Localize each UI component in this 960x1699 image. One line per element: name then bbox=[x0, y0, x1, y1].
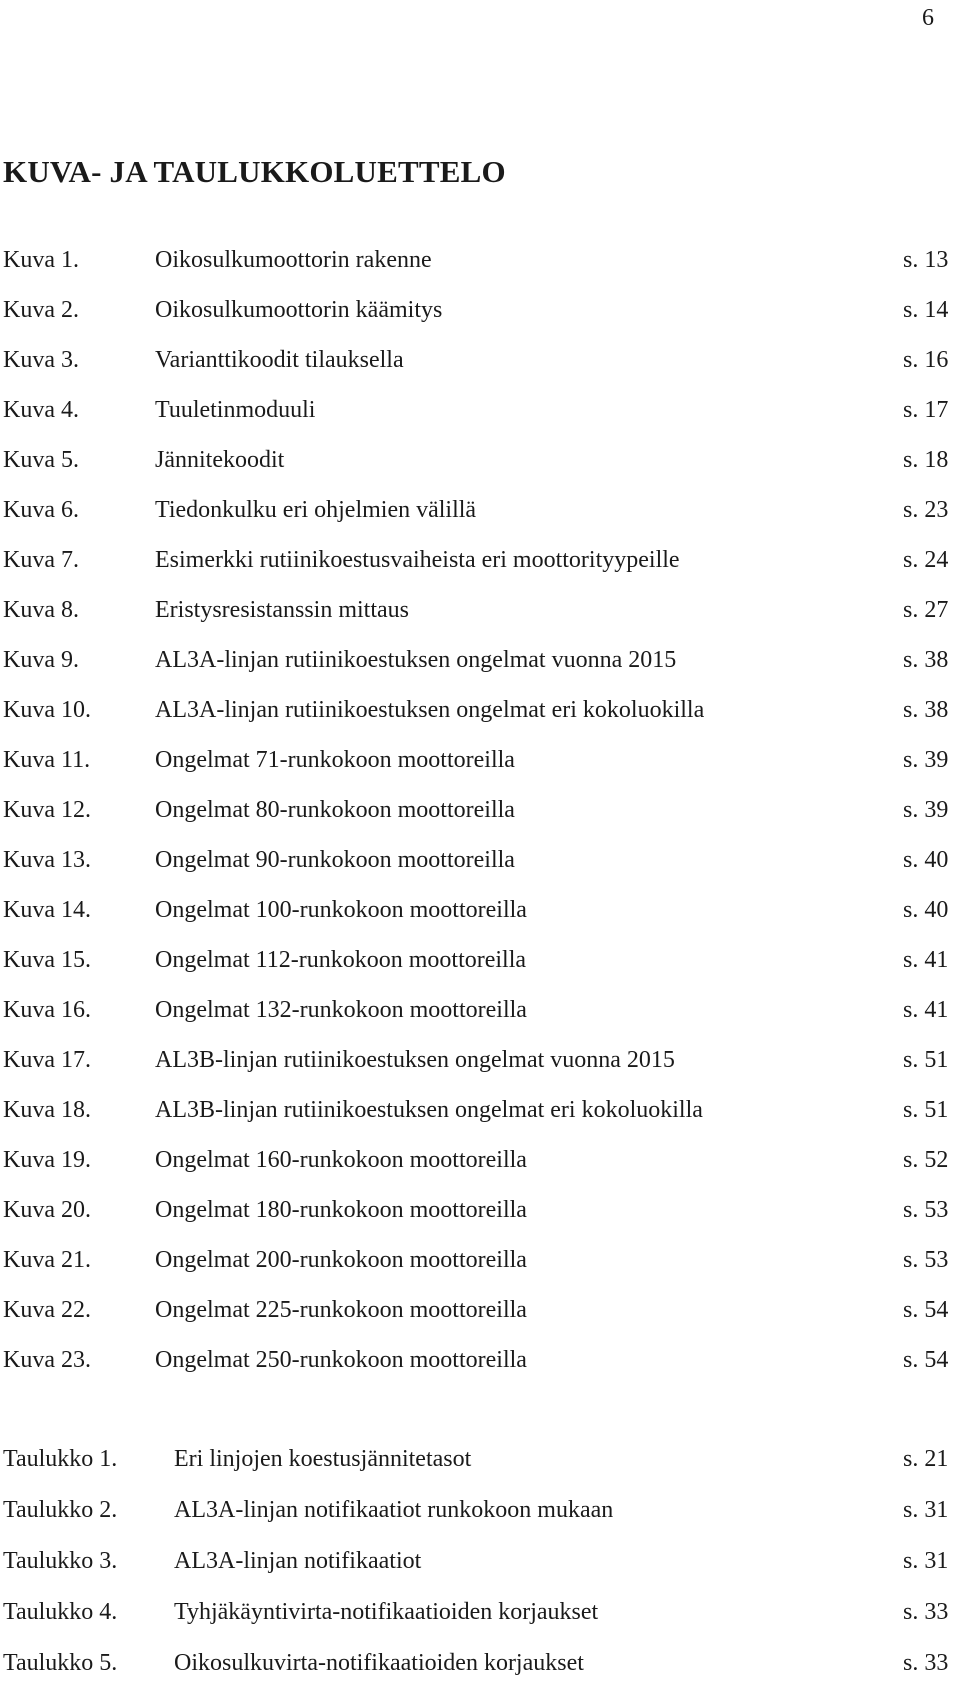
figure-entry bbox=[0, 695, 960, 745]
figure-label: Kuva 18. bbox=[3, 1097, 91, 1123]
figure-title: Ongelmat 112-runkokoon moottoreilla bbox=[155, 947, 527, 973]
table-entry bbox=[0, 1597, 960, 1648]
figure-title: Ongelmat 250-runkokoon moottoreilla bbox=[155, 1347, 527, 1373]
table-page-ref: s. 33 bbox=[903, 1650, 949, 1676]
figure-page-ref: s. 39 bbox=[903, 797, 949, 823]
figure-entry bbox=[0, 645, 960, 695]
figure-entry bbox=[0, 445, 960, 495]
figure-label: Kuva 6. bbox=[3, 497, 79, 523]
figure-title: Tuuletinmoduuli bbox=[155, 397, 316, 423]
figure-label: Kuva 19. bbox=[3, 1147, 91, 1173]
figure-title: Ongelmat 200-runkokoon moottoreilla bbox=[155, 1247, 527, 1273]
figure-label: Kuva 17. bbox=[3, 1047, 91, 1073]
page-title: KUVA- JA TAULUKKOLUETTELO bbox=[3, 154, 506, 189]
table-label: Taulukko 2. bbox=[3, 1497, 118, 1523]
figure-title: AL3B-linjan rutiinikoestuksen ongelmat eri kokoluokilla bbox=[155, 1097, 703, 1123]
figure-entry bbox=[0, 795, 960, 845]
figure-title: Ongelmat 90-runkokoon moottoreilla bbox=[155, 847, 515, 873]
figure-page-ref: s. 53 bbox=[903, 1197, 949, 1223]
figure-title: Varianttikoodit tilauksella bbox=[155, 347, 404, 373]
figure-entry bbox=[0, 1145, 960, 1195]
figure-page-ref: s. 27 bbox=[903, 597, 949, 623]
table-label: Taulukko 1. bbox=[3, 1446, 118, 1472]
figure-entry bbox=[0, 995, 960, 1045]
figure-entry bbox=[0, 545, 960, 595]
figure-label: Kuva 1. bbox=[3, 247, 79, 273]
figure-label: Kuva 21. bbox=[3, 1247, 91, 1273]
table-label: Taulukko 4. bbox=[3, 1599, 118, 1625]
figure-label: Kuva 5. bbox=[3, 447, 79, 473]
figure-entry bbox=[0, 895, 960, 945]
figure-title: Oikosulkumoottorin käämitys bbox=[155, 297, 443, 323]
table-list bbox=[0, 1444, 960, 1699]
figure-list bbox=[0, 245, 960, 1395]
figure-page-ref: s. 51 bbox=[903, 1097, 949, 1123]
figure-entry bbox=[0, 745, 960, 795]
figure-title: Ongelmat 180-runkokoon moottoreilla bbox=[155, 1197, 527, 1223]
page-number: 6 bbox=[922, 5, 934, 31]
figure-label: Kuva 2. bbox=[3, 297, 79, 323]
table-entry bbox=[0, 1648, 960, 1699]
figure-label: Kuva 15. bbox=[3, 947, 91, 973]
figure-label: Kuva 11. bbox=[3, 747, 91, 773]
figure-entry bbox=[0, 845, 960, 895]
figure-entry bbox=[0, 295, 960, 345]
figure-title: Esimerkki rutiinikoestusvaiheista eri moottorityypeille bbox=[155, 547, 680, 573]
figure-page-ref: s. 18 bbox=[903, 447, 949, 473]
figure-page-ref: s. 13 bbox=[903, 247, 949, 273]
figure-page-ref: s. 16 bbox=[903, 347, 949, 373]
figure-entry bbox=[0, 945, 960, 995]
figure-label: Kuva 16. bbox=[3, 997, 91, 1023]
figure-page-ref: s. 53 bbox=[903, 1247, 949, 1273]
figure-label: Kuva 20. bbox=[3, 1197, 91, 1223]
figure-page-ref: s. 40 bbox=[903, 897, 949, 923]
figure-entry bbox=[0, 395, 960, 445]
figure-page-ref: s. 24 bbox=[903, 547, 949, 573]
table-entry bbox=[0, 1546, 960, 1597]
figure-page-ref: s. 41 bbox=[903, 947, 949, 973]
figure-title: Oikosulkumoottorin rakenne bbox=[155, 247, 432, 273]
figure-title: Eristysresistanssin mittaus bbox=[155, 597, 409, 623]
table-entry bbox=[0, 1495, 960, 1546]
table-label: Taulukko 5. bbox=[3, 1650, 118, 1676]
figure-entry bbox=[0, 1345, 960, 1395]
figure-entry bbox=[0, 345, 960, 395]
table-entry bbox=[0, 1444, 960, 1495]
table-title: AL3A-linjan notifikaatiot bbox=[174, 1548, 422, 1574]
figure-title: Ongelmat 80-runkokoon moottoreilla bbox=[155, 797, 515, 823]
figure-title: Tiedonkulku eri ohjelmien välillä bbox=[155, 497, 477, 523]
figure-title: AL3A-linjan rutiinikoestuksen ongelmat vuonna 2015 bbox=[155, 647, 677, 673]
figure-page-ref: s. 23 bbox=[903, 497, 949, 523]
figure-label: Kuva 8. bbox=[3, 597, 79, 623]
figure-label: Kuva 14. bbox=[3, 897, 91, 923]
table-page-ref: s. 21 bbox=[903, 1446, 949, 1472]
figure-title: Jännitekoodit bbox=[155, 447, 285, 473]
figure-label: Kuva 12. bbox=[3, 797, 91, 823]
table-title: Eri linjojen koestusjännitetasot bbox=[174, 1446, 472, 1472]
figure-entry bbox=[0, 1245, 960, 1295]
table-page-ref: s. 31 bbox=[903, 1548, 949, 1574]
figure-entry bbox=[0, 495, 960, 545]
table-title: Oikosulkuvirta-notifikaatioiden korjaukset bbox=[174, 1650, 584, 1676]
figure-page-ref: s. 41 bbox=[903, 997, 949, 1023]
figure-entry bbox=[0, 1045, 960, 1095]
table-page-ref: s. 33 bbox=[903, 1599, 949, 1625]
figure-entry bbox=[0, 595, 960, 645]
figure-page-ref: s. 14 bbox=[903, 297, 949, 323]
figure-page-ref: s. 54 bbox=[903, 1347, 949, 1373]
figure-page-ref: s. 38 bbox=[903, 697, 949, 723]
figure-title: Ongelmat 160-runkokoon moottoreilla bbox=[155, 1147, 527, 1173]
table-page-ref: s. 31 bbox=[903, 1497, 949, 1523]
figure-entry bbox=[0, 245, 960, 295]
figure-page-ref: s. 54 bbox=[903, 1297, 949, 1323]
figure-page-ref: s. 17 bbox=[903, 397, 949, 423]
table-title: AL3A-linjan notifikaatiot runkokoon mukaan bbox=[174, 1497, 614, 1523]
figure-title: Ongelmat 132-runkokoon moottoreilla bbox=[155, 997, 527, 1023]
figure-entry bbox=[0, 1195, 960, 1245]
figure-entry bbox=[0, 1295, 960, 1345]
table-label: Taulukko 3. bbox=[3, 1548, 118, 1574]
figure-label: Kuva 7. bbox=[3, 547, 79, 573]
figure-page-ref: s. 38 bbox=[903, 647, 949, 673]
figure-label: Kuva 4. bbox=[3, 397, 79, 423]
figure-label: Kuva 9. bbox=[3, 647, 79, 673]
figure-title: AL3B-linjan rutiinikoestuksen ongelmat vuonna 2015 bbox=[155, 1047, 675, 1073]
figure-label: Kuva 23. bbox=[3, 1347, 91, 1373]
figure-title: Ongelmat 100-runkokoon moottoreilla bbox=[155, 897, 527, 923]
figure-label: Kuva 3. bbox=[3, 347, 79, 373]
figure-title: Ongelmat 225-runkokoon moottoreilla bbox=[155, 1297, 527, 1323]
figure-title: Ongelmat 71-runkokoon moottoreilla bbox=[155, 747, 515, 773]
figure-page-ref: s. 40 bbox=[903, 847, 949, 873]
figure-label: Kuva 22. bbox=[3, 1297, 91, 1323]
figure-label: Kuva 13. bbox=[3, 847, 91, 873]
table-title: Tyhjäkäyntivirta-notifikaatioiden korjaukset bbox=[174, 1599, 599, 1625]
figure-page-ref: s. 39 bbox=[903, 747, 949, 773]
figure-page-ref: s. 51 bbox=[903, 1047, 949, 1073]
figure-page-ref: s. 52 bbox=[903, 1147, 949, 1173]
figure-label: Kuva 10. bbox=[3, 697, 91, 723]
figure-entry bbox=[0, 1095, 960, 1145]
figure-title: AL3A-linjan rutiinikoestuksen ongelmat eri kokoluokilla bbox=[155, 697, 705, 723]
